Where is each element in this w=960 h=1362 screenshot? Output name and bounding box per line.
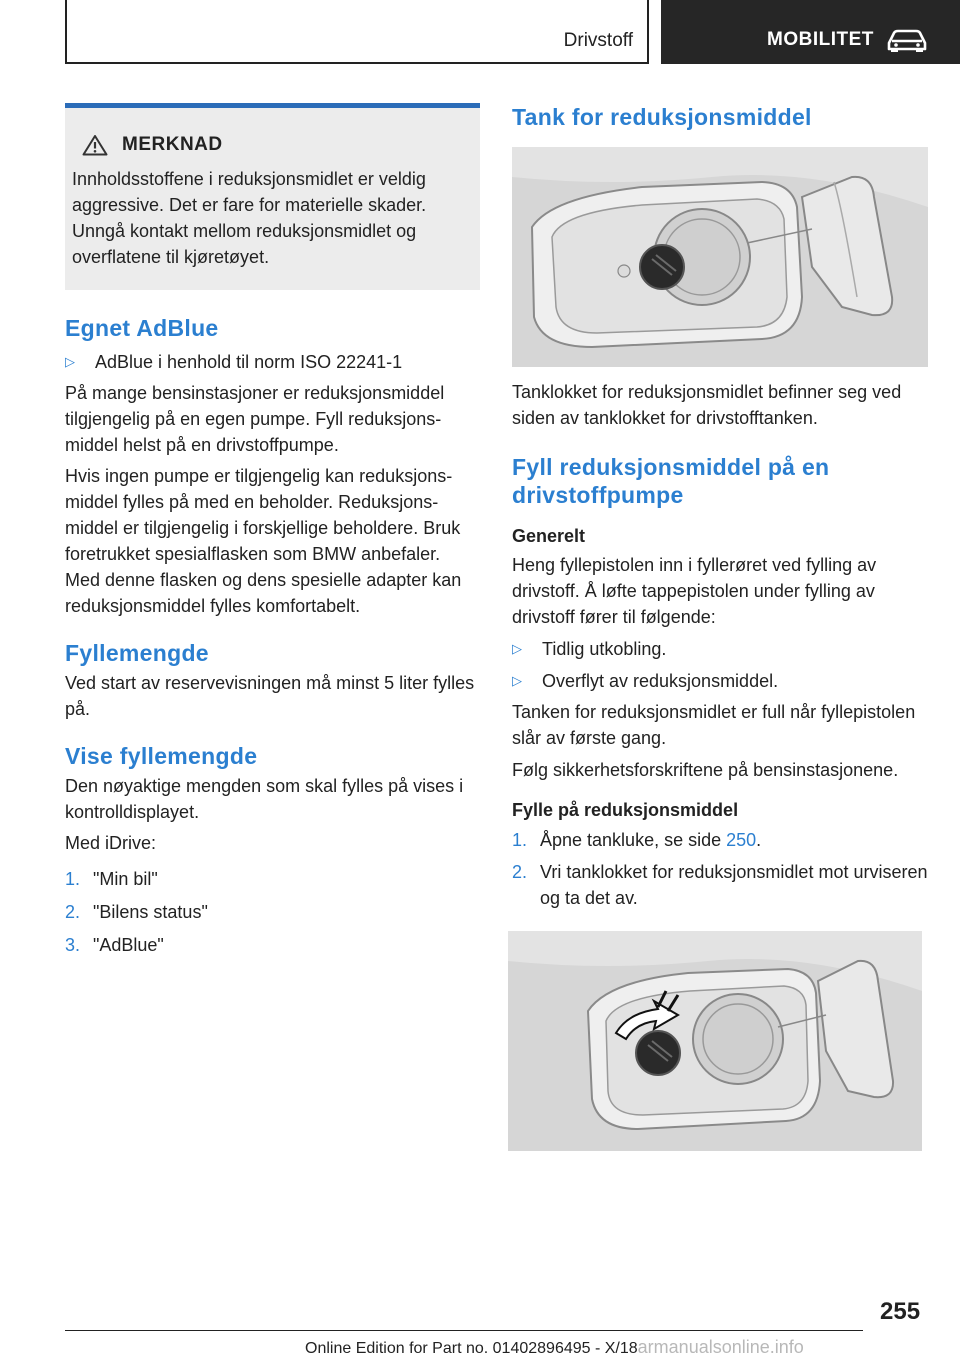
heading-egnet-adblue: Egnet AdBlue [65,315,219,341]
list-item [512,859,928,911]
note-header [72,134,472,156]
header-section-tab [65,0,649,64]
footer-edition-text: Online Edition for Part no. 01402896495 - X/18 [305,1340,638,1357]
tank-cap-illustration [512,147,928,367]
step-text: "Bilens status" [93,902,208,922]
car-icon [885,27,929,53]
bullet-arrow-icon: ▷ [512,673,522,688]
paragraph: På mange bensinstasjoner er reduksjonsmiddel tilgjengelig på en egen pumpe. Fyll reduksjonsmiddel helst på en drivstoffpumpe. [65,383,445,455]
bullet-arrow-icon: ▷ [512,641,522,656]
image-caption: Tanklokket for reduksjonsmidlet befinner seg ved siden av tanklokket for drivstofftanken. [512,382,902,428]
note-title: MERKNAD [122,134,223,155]
step-number: 2. [512,862,528,882]
tank-cap-rotate-drawing [508,931,922,1151]
subheading-fylle: Fylle på reduksjonsmiddel [512,800,739,820]
heading-tank: Tank for reduksjonsmiddel [512,104,812,130]
step-number: 1. [512,830,528,850]
header-chapter-tab [661,0,960,64]
bullet-text: Overflyt av reduksjonsmiddel. [542,671,779,691]
idrive-steps-list [65,866,480,958]
paragraph: Tanken for reduksjonsmidlet er full når fyllepistolen slår av første gang. [512,702,916,748]
paragraph: Den nøyaktige mengden som skal fylles på vises i kontrolldisplayet. [65,776,464,822]
subheading-generelt: Generelt [512,526,586,546]
header-chapter-title: MOBILITET [767,29,874,50]
header-section-title: Drivstoff [563,30,633,51]
list-item [65,866,480,892]
right-column [512,103,928,1151]
note-text: Innholdsstoffene i reduksjonsmidlet er veldig aggressive. Det er fare for materielle skader. Unngå kontakt mellom reduksjonsmidlet og overflatene til kjøretøyet. [72,169,427,267]
bullet-arrow-icon: ▷ [65,354,75,369]
paragraph: Hvis ingen pumpe er tilgjengelig kan reduksjonsmiddel fylles på med en beholder. Reduksjonsmiddel er tilgjengelig i forskjellige beholdere. Bruk foretrukket spesialflasken som BMW anbefaler. Med denne flasken og dens spesielle adapter kan reduksjonsmiddel fylles komfortabelt. [65,466,462,616]
footer-edition [305,1337,804,1358]
paragraph: Med iDrive: [65,833,157,853]
list-item [65,932,480,958]
list-item [512,668,928,694]
step-text: "Min bil" [93,869,158,889]
paragraph: Heng fyllepistolen inn i fyllerøret ved fylling av drivstoff. Å løfte tappepistolen under fylling av drivstoff fører til følgende: [512,555,877,627]
page-link[interactable]: 250 [726,830,757,850]
paragraph: Ved start av reservevisningen må minst 5 liter fylles på. [65,673,475,719]
step-number: 1. [65,869,81,889]
warning-triangle-icon [82,134,108,156]
step-text: "AdBlue" [93,935,164,955]
list-item [512,636,928,662]
bullet-text: AdBlue i henhold til norm ISO 22241-1 [95,352,403,372]
step-text [540,827,761,853]
tank-cap-open-illustration [508,931,922,1151]
step-number: 2. [65,902,81,922]
step-text-pre: Åpne tankluke, se side [540,830,727,850]
step-text-post: . [756,830,762,850]
page-number: 255 [880,1298,921,1325]
step-number: 3. [65,935,81,955]
tank-flap-drawing [512,147,928,367]
list-item [65,899,480,925]
list-item [512,827,928,853]
heading-vise-fyllemengde: Vise fyllemengde [65,743,258,769]
heading-fyll: Fyll reduksjonsmiddel på en drivstoffpumpe [512,454,830,508]
paragraph: Følg sikkerhetsforskriftene på bensinstasjonene. [512,760,899,780]
footer-watermark: armanualsonline.info [637,1337,804,1357]
step-text: Vri tanklokket for reduksjonsmidlet mot urviseren og ta det av. [540,862,928,908]
heading-fyllemengde: Fyllemengde [65,640,209,666]
left-column [65,103,480,958]
footer-divider [65,1330,863,1331]
note-box [65,103,480,290]
bullet-text: Tidlig utkobling. [542,639,667,659]
list-item [65,349,480,375]
